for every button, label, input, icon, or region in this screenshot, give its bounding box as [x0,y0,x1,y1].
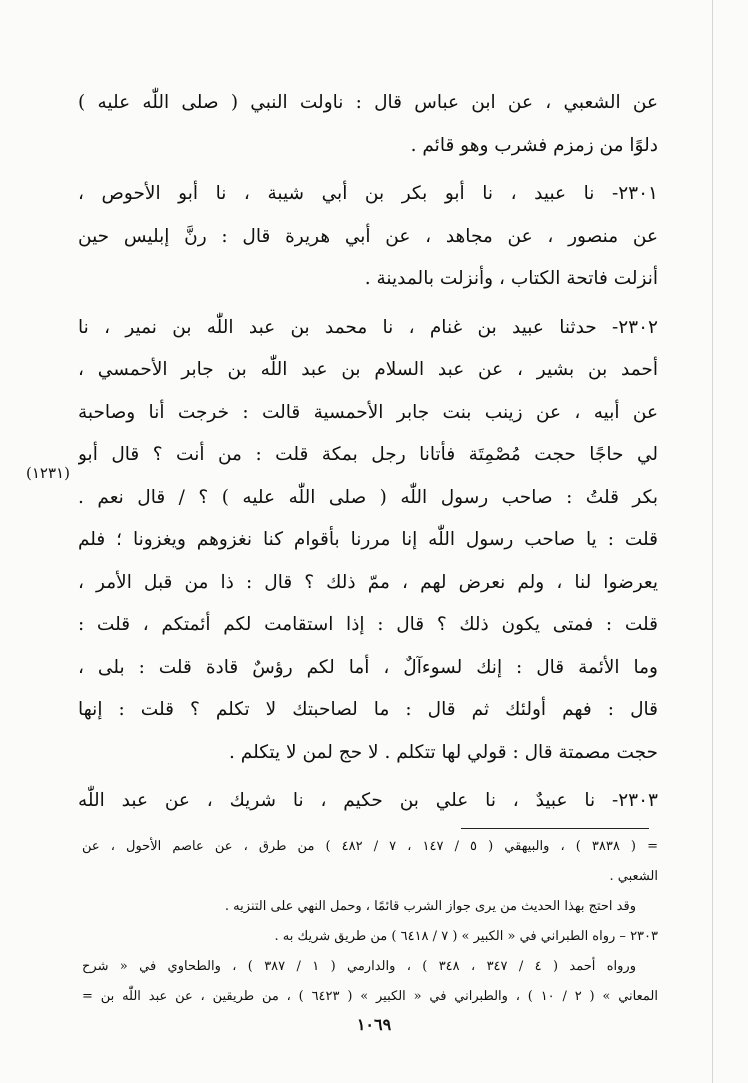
main-text [78,82,658,823]
text-line: قال : فهم أولئك ثم قال : ما لصاحبتك لا تكلم ؟ قلت : إنها [78,699,658,720]
text-line: ٢٣٠٢- حدثنا عبيد بن غنام ، نا محمد بن عبد اللّٰه بن نمير ، نا [78,316,658,338]
footnote-line: وقد احتج بهذا الحديث من يرى جواز الشرب قائمًا ، وحمل النهي على التنزيه . [224,899,636,914]
footnote-line: ٢٣٠٣ – رواه الطبراني في « الكبير » ( ٧ / ٦٤١٨ ) من طريق شريك به . [274,929,658,944]
text-line: قلت : فمتى يكون ذلك ؟ قال : إذا استقامت لكم أئمتكم ، قلت : [78,614,658,635]
margin-reference: (١٢٣١) [26,464,70,482]
text-line: حجت مصمتة قال : قولي لها تتكلم . لا حج لمن لا يتكلم . [229,741,658,763]
paragraph-1 [78,82,658,167]
text-line: عن أبيه ، عن زينب بنت جابر الأحمسية قالت : خرجت أنا وصاحبة [78,401,658,423]
text-line: أحمد بن بشير ، عن عبد السلام بن عبد اللّٰه بن جابر الأحمسي ، [78,359,658,380]
paragraph-2301 [78,173,658,301]
text-line: ٢٣٠١- نا عبيد ، نا أبو بكر بن أبي شيبة ، نا أبو الأحوص ، [78,183,658,204]
page-edge-line [712,0,713,1083]
text-line: يعرضوا لنا ، ولم نعرض لهم ، ممّ ذلك ؟ قال : ذا من قبل الأمر ، [78,571,658,593]
paragraph-2303 [78,780,658,823]
paragraph-2302 [78,307,658,775]
footnote-line: ورواه أحمد ( ٤ / ٣٤٧ ، ٣٤٨ ) ، والدارمي ( ١ / ٣٨٧ ) ، والطحاوي في « شرح [82,959,636,974]
text-line: بكر قلتُ : صاحب رسول اللّٰه ( صلى اللّٰه عليه ) ؟ / قال نعم . [78,486,658,508]
footnote-line: المعاني » ( ٢ / ١٠ ) ، والطبراني في « الكبير » ( ٦٤٢٣ ) ، من طريقين ، عن عبد اللّٰه بن = [82,989,658,1004]
text-line: أنزلت فاتحة الكتاب ، وأنزلت بالمدينة . [364,268,658,289]
text-line: عن منصور ، عن مجاهد ، عن أبي هريرة قال : رنَّ إبليس حين [78,225,658,247]
text-line: قلت : يا صاحب رسول اللّٰه إنا مررنا بأقوام كنا نغزوهم ويغزونا ؛ فلم [78,529,658,550]
page-number: ١٠٦٩ [356,1015,392,1034]
footnote-line: الشعبي . [609,869,658,884]
text-line: عن الشعبي ، عن ابن عباس قال : ناولت النبي ( صلى اللّٰه عليه ) [78,92,658,113]
text-line: دلوًا من زمزم فشرب وهو قائم . [410,134,658,156]
footnotes [82,818,658,1012]
text-line: وما الأئمة قال : إنك لسوءآلٌ ، أما لكم رؤسٌ قادة قلت : بلى ، [78,656,658,678]
text-line: لي حاجًا حجت مُصْمِتَة فأتانا رجل بمكة قلت : من أنت ؟ قال أبو [78,444,658,465]
footnote-line: = ( ٣٨٣٨ ) ، والبيهقي ( ٥ / ١٤٧ ، ٧ / ٤٨٢ ) من طرق ، عن عاصم الأحول ، عن [82,839,658,854]
text-line: ٢٣٠٣- نا عبيدٌ ، نا علي بن حكيم ، نا شريك ، عن عبد اللّٰه [78,790,658,811]
